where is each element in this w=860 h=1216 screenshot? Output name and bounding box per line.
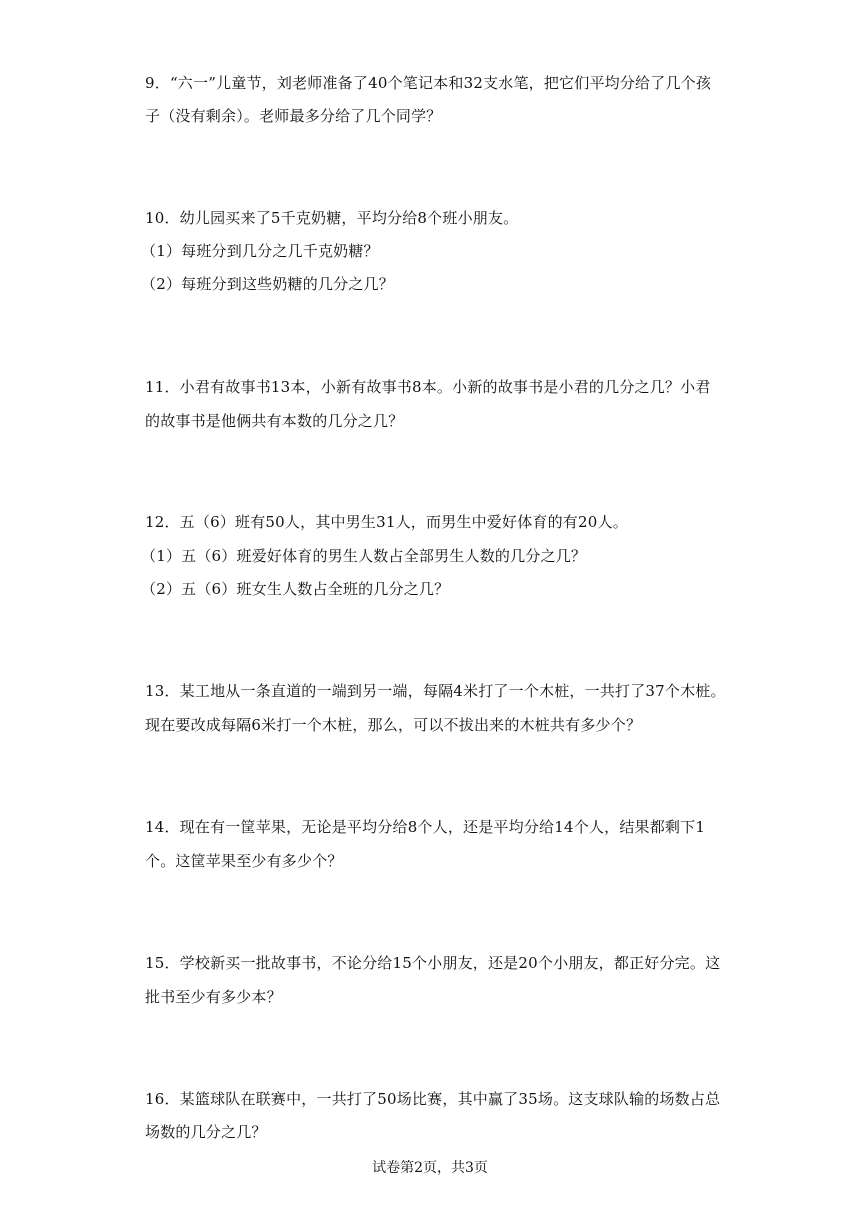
question-15-line-1: 15．学校新买一批故事书，不论分给15个小朋友，还是20个小朋友，都正好分完。这	[145, 954, 721, 972]
question-10-subquestion-2: （2）每班分到这些奶糖的几分之几？	[141, 275, 394, 293]
question-12-subquestion-1: （1）五（6）班爱好体育的男生人数占全部男生人数的几分之几？	[141, 547, 587, 565]
question-10-line-1: 10．幼儿园买来了5千克奶糖，平均分给8个班小朋友。	[145, 209, 519, 227]
question-15-line-2: 批书至少有多少本？	[145, 988, 282, 1006]
question-9-line-2: 子（没有剩余）。老师最多分给了几个同学？	[145, 107, 442, 125]
question-13-line-1: 13．某工地从一条直道的一端到另一端，每隔4米打了一个木桩，一共打了37个木桩。	[145, 682, 726, 700]
question-14-line-2: 个。这筐苹果至少有多少个？	[145, 852, 343, 870]
question-9-line-1: 9．“六一”儿童节，刘老师准备了40个笔记本和32支水笔，把它们平均分给了几个孩	[145, 74, 712, 92]
question-14-line-1: 14．现在有一筐苹果，无论是平均分给8个人，还是平均分给14个人，结果都剩下1	[145, 818, 706, 836]
page-footer: 试卷第2页，共3页	[372, 1160, 488, 1176]
question-13-line-2: 现在要改成每隔6米打一个木桩，那么，可以不拔出来的木桩共有多少个？	[145, 716, 642, 734]
question-16-line-2: 场数的几分之几？	[145, 1123, 267, 1141]
question-12-line-1: 12．五（6）班有50人，其中男生31人，而男生中爱好体育的有20人。	[145, 513, 628, 531]
question-11-line-1: 11．小君有故事书13本，小新有故事书8本。小新的故事书是小君的几分之几？小君	[145, 378, 711, 396]
question-11-line-2: 的故事书是他俩共有本数的几分之几？	[145, 412, 404, 430]
question-10-subquestion-1: （1）每班分到几分之几千克奶糖？	[141, 242, 379, 260]
question-12-subquestion-2: （2）五（6）班女生人数占全班的几分之几？	[141, 580, 450, 598]
question-16-line-1: 16．某篮球队在联赛中，一共打了50场比赛，其中赢了35场。这支球队输的场数占总	[145, 1090, 721, 1108]
